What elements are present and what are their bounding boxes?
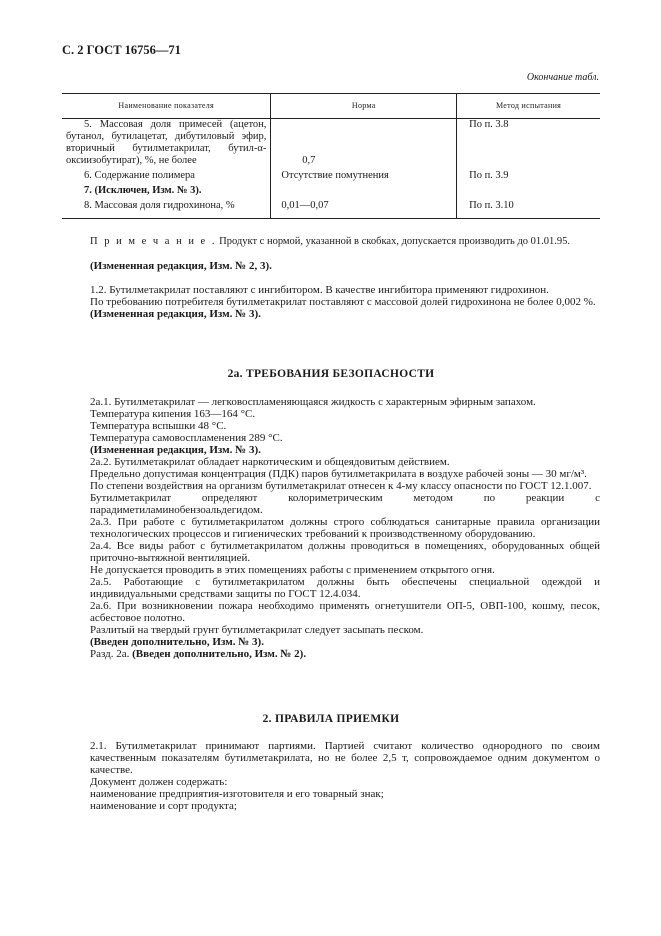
table-row <box>62 200 600 219</box>
table-row <box>62 170 600 185</box>
paragraph: 2а.4. Все виды работ с бутилметакрилатом должны проводиться в помещениях, оборудованных общей приточно-вытяжной вентиляцией. <box>90 540 600 564</box>
amendment-text: (Введен дополнительно, Изм. № 2). <box>132 648 307 660</box>
table-row <box>62 119 600 171</box>
column-header-norm: Норма <box>271 94 457 119</box>
amendment-note: (Измененная редакция, Изм. № 3). <box>90 308 261 320</box>
paragraphs-block-1 <box>90 260 600 320</box>
amendment-note <box>90 648 600 660</box>
row-norm-value: 0,7 <box>302 155 316 166</box>
paragraph: Температура вспышки 48 °С. <box>90 420 227 432</box>
row-name: 6. Содержание полимера <box>84 170 195 181</box>
paragraph: 1.2. Бутилметакрилат поставляют с ингибитором. В качестве ингибитора применяют гидрохинон. <box>90 284 549 296</box>
paragraph: 2а.3. При работе с бутилметакрилатом должны строго соблюдаться санитарные правила организации технологических процессов и гигиенических требований к производственному оборудованию. <box>90 516 600 540</box>
amendment-note: (Измененная редакция, Изм. № 2, 3). <box>90 260 272 272</box>
table-row <box>62 185 600 200</box>
paragraph: Не допускается проводить в этих помещениях работы с применением открытого огня. <box>90 564 495 576</box>
row-method: По п. 3.8 <box>457 119 600 171</box>
row-name: 5. Массовая доля примесей (ацетон, бутанол, бутилацетат, дибутиловый эфир, вторичный бутилметакрилат, бутил-α-оксиизобутират), %, не более <box>66 119 267 166</box>
table-note <box>90 236 600 248</box>
note-text: Продукт с нормой, указанной в скобках, допускается производить до 01.01.95. <box>219 236 571 247</box>
paragraph: 2а.2. Бутилметакрилат обладает наркотическим и общеядовитым действием. <box>90 456 450 468</box>
paragraph: Документ должен содержать: <box>90 776 228 788</box>
table-caption: Окончание табл. <box>526 72 599 83</box>
section-title-safety: 2а. ТРЕБОВАНИЯ БЕЗОПАСНОСТИ <box>227 368 435 380</box>
paragraph: наименование предприятия-изготовителя и его товарный знак; <box>90 788 384 800</box>
row-name: 7. (Исключен, Изм. № 3). <box>84 185 202 196</box>
note-label: П р и м е ч а н и е . <box>90 236 217 247</box>
amendment-note: (Измененная редакция, Изм. № 3). <box>90 444 261 456</box>
row-norm <box>271 119 457 171</box>
row-method: По п. 3.10 <box>457 200 600 219</box>
row-name: 8. Массовая доля гидрохинона, % <box>84 200 235 211</box>
section-acceptance-body <box>90 740 600 812</box>
paragraph: По требованию потребителя бутилметакрилат поставляют с массовой долей гидрохинона не более 0,002 %. <box>90 296 596 308</box>
paragraph: 2а.1. Бутилметакрилат — легковоспламеняющаяся жидкость с характерным эфирным запахом. <box>90 396 536 408</box>
row-norm: 0,01—0,07 <box>271 200 457 219</box>
section-title-acceptance: 2. ПРАВИЛА ПРИЕМКИ <box>262 713 400 725</box>
row-method <box>457 185 600 200</box>
column-header-method: Метод испытания <box>457 94 600 119</box>
section-safety-body <box>90 396 600 660</box>
row-norm: Отсутствие помутнения <box>271 170 457 185</box>
paragraph: 2а.6. При возникновении пожара необходимо применять огнетушители ОП-5, ОВП-100, кошму, песок, асбестовое полотно. <box>90 600 600 624</box>
paragraph: Предельно допустимая концентрация (ПДК) паров бутилметакрилата в воздухе рабочей зоны — 30 мг/м³. <box>90 468 587 480</box>
row-method: По п. 3.9 <box>457 170 600 185</box>
row-norm <box>271 185 457 200</box>
paragraph: Температура самовоспламенения 289 °С. <box>90 432 283 444</box>
paragraph: 2а.5. Работающие с бутилметакрилатом должны быть обеспечены специальной одеждой и индивидуальными средствами защиты по ГОСТ 12.4.034. <box>90 576 600 600</box>
paragraph: наименование и сорт продукта; <box>90 800 237 812</box>
paragraph: Температура кипения 163—164 °С. <box>90 408 256 420</box>
paragraph: 2.1. Бутилметакрилат принимают партиями. Партией считают количество однородного по своим качественным показателям бутилметакрилата, но не более 2,5 т, сопровождаемое одним документом о качестве. <box>90 740 600 776</box>
paragraph: Разлитый на твердый грунт бутилметакрилат следует засыпать песком. <box>90 624 424 636</box>
table-header-row <box>62 94 600 119</box>
specification-table <box>62 93 600 219</box>
page-header: С. 2 ГОСТ 16756—71 <box>62 43 181 57</box>
paragraph: По степени воздействия на организм бутилметакрилат отнесен к 4-му классу опасности по ГОСТ 12.1.007. <box>90 480 592 492</box>
column-header-name: Наименование показателя <box>62 94 271 119</box>
section-reference: Разд. 2а. <box>90 648 130 660</box>
paragraph: Бутилметакрилат определяют колориметрическим методом по реакции с парадиметиламинобензоальдегидом. <box>90 492 600 516</box>
amendment-note: (Введен дополнительно, Изм. № 3). <box>90 636 264 648</box>
